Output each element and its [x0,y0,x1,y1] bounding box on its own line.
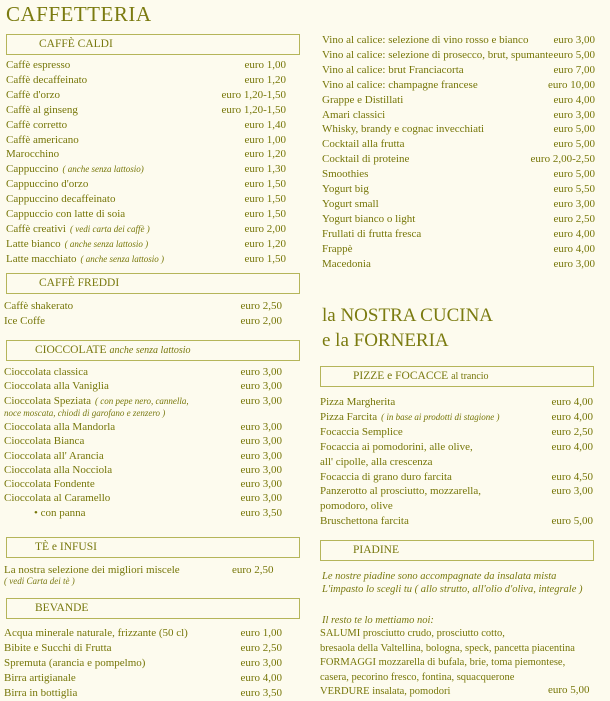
pizza-row-name [320,470,452,485]
drink-row-name [322,212,415,227]
drink-row [322,257,594,272]
drink-row-price: euro 4,00 [553,227,595,240]
drink-row-price: euro 2,00-2,50 [530,153,595,166]
cioccolata-row-price: euro 3,00 [240,435,282,448]
cioccolata-row-name [34,506,86,521]
bevanda-row-price: euro 2,50 [240,642,282,654]
drink-row-name [322,93,403,108]
pizze-label [353,367,489,386]
drink-row-price: euro 4,00 [553,242,595,255]
pizza-row [320,440,592,455]
drink-row-name [322,78,478,93]
cioccolata-row-price: euro 3,00 [240,463,282,476]
pizza-row-label: Focaccia di grano duro farcita [320,470,452,483]
caffe-caldi-row-name [6,207,125,222]
cioccolata-row-name [4,491,110,506]
pizze-title: PIZZE e FOCACCE [353,370,449,382]
caffe-caldi-row [6,222,298,237]
cioccolata-row-label: Cioccolata Speziata [4,394,92,407]
page-title: CAFFETTERIA [6,2,152,26]
drink-row [322,122,594,137]
drink-row-label: Cocktail di proteine [322,153,410,166]
pizza-row-price: euro 4,00 [551,440,593,453]
caffe-freddi-label: CAFFÈ FREDDI [39,277,120,289]
bevanda-row-price: euro 4,00 [240,672,282,684]
drink-row-price: euro 7,00 [553,63,595,76]
caffe-caldi-row-note: ( anche senza lattosio) [62,164,144,175]
cioccolata-row [4,463,296,478]
bevanda-row [4,626,296,641]
piadine-ingredient-line: casera, pecorino fresco, fontina, squacquerone [320,671,515,683]
caffe-caldi-row [6,207,298,222]
caffe-caldi-row [6,118,298,133]
cioccolata-row-name [4,463,112,478]
drink-row-label: Macedonia [322,257,371,270]
drink-row [322,137,594,152]
caffe-caldi-row-label: Cappuccino [6,163,59,176]
cioccolata-row [4,477,296,492]
caffe-caldi-row-label: Marocchino [6,148,60,161]
drink-row-name [322,122,484,137]
cioccolata-row-price: euro 3,00 [240,394,282,407]
cioccolata-row-label: Cioccolata Fondente [4,478,95,491]
caffe-caldi-row-name [6,133,79,148]
pizza-row-price: euro 4,50 [551,470,593,483]
caffe-caldi-row-note: ( vedi carta dei caffè ) [69,223,150,234]
caffe-caldi-row-label: Caffè decaffeinato [6,73,88,86]
pizza-row [320,484,592,499]
piadine-ingredient-line: FORMAGGI mozzarella di bufala, brie, toma piemontese, [320,657,566,669]
drink-row-label: Frappè [322,242,353,255]
drink-row [322,108,594,123]
caffe-caldi-row-name [6,88,60,103]
caffe-caldi-row-price: euro 1,20-1,50 [221,103,286,116]
caffe-caldi-row-note: ( anche senza lattosio ) [64,238,149,249]
cioccolata-row-price: euro 3,00 [240,420,282,433]
caffe-caldi-row-name [6,58,70,73]
pizza-row [320,395,592,410]
bevanda-row-name [4,671,76,686]
bevanda-row-price: euro 3,50 [240,687,282,699]
piadine-last-price: euro 5,00 [548,684,590,696]
caffe-caldi-row-price: euro 1,00 [244,133,286,146]
drink-row-label: Vino al calice: selezione di vino rosso e bianco [322,34,529,46]
cioccolata-row-label: Cioccolata alla Mandorla [4,420,116,433]
caffe-caldi-row [6,192,298,207]
cioccolata-row-note: ( con pepe nero, cannella, [95,395,189,406]
bevanda-row-label: Spremuta (arancia e pompelmo) [4,657,146,669]
cioccolata-row-price: euro 3,00 [240,492,282,505]
cioccolata-row-price: euro 3,50 [240,506,282,519]
drink-row-name [322,257,371,272]
caffe-caldi-row-price: euro 1,50 [244,208,286,220]
drink-row-label: Smoothies [322,168,369,181]
caffe-caldi-row-price: euro 1,00 [244,59,286,71]
pizza-row-label: Bruschettona farcita [320,515,409,528]
piadine-ingredient-line: VERDURE insalata, pomodori [320,686,451,698]
cioccolata-row [4,506,296,521]
caffe-caldi-row-name [6,103,78,118]
caffe-caldi-row-price: euro 1,20 [244,237,286,250]
pizza-row-label: pomodoro, olive [320,500,393,513]
caffe-caldi-row-note: ( anche senza lattosio ) [80,253,165,264]
drink-row-price: euro 10,00 [547,78,595,91]
drink-row-label: Yogurt small [322,197,379,210]
caffe-caldi-row-name [6,73,87,88]
caffe-caldi-row-price: euro 1,20 [244,148,286,161]
pizza-row-label: Focaccia Semplice [320,425,403,438]
pizza-row [320,514,592,529]
drink-row-label: Amari classici [322,108,386,121]
drink-row-price: euro 5,00 [553,168,595,181]
cioccolata-row-name [4,434,84,449]
bevanda-row [4,671,296,686]
pizza-row-price: euro 2,50 [551,425,593,438]
cioccolata-row [4,449,296,464]
caffe-caldi-row-price: euro 1,20-1,50 [221,88,286,101]
drink-row-label: Cocktail alla frutta [322,138,405,151]
caffe-caldi-row-label: Caffè espresso [6,59,71,71]
drink-row-label: Yogurt big [322,183,369,195]
caffe-caldi-row-price: euro 1,30 [244,163,286,176]
caffe-caldi-row-price: euro 1,20 [244,73,286,86]
piadine-ingredient-line: SALUMI prosciutto crudo, prosciutto cotto, [320,628,505,639]
drink-row-price: euro 3,00 [553,108,595,121]
piadine-note-2: L'impasto lo scegli tu ( allo strutto, all'olio d'oliva, integrale ) [322,584,583,595]
caffe-caldi-row [6,58,298,73]
caffe-caldi-header [6,34,300,55]
caffe-caldi-row-label: Latte macchiato [6,252,77,265]
drink-row-name [322,227,421,242]
bevanda-row-price: euro 3,00 [240,657,282,669]
drink-row-label: Vino al calice: brut Franciacorta [322,63,464,76]
caffe-freddi-row-price: euro 2,00 [240,315,282,327]
drink-row-name [322,63,464,78]
pizza-row-name [320,425,403,440]
pizza-row [320,470,592,485]
drink-row-price: euro 3,00 [553,257,595,270]
pizza-row [320,425,592,440]
drink-row-name [322,167,368,182]
caffe-caldi-row-label: Cappuccino d'orzo [6,178,89,191]
cioccolata-row-name [4,477,95,492]
caffe-caldi-row-label: Cappuccio con latte di soia [6,208,126,220]
bevanda-row-label: Birra artigianale [4,672,76,684]
caffe-freddi-row-name [4,314,45,329]
caffe-caldi-row [6,177,298,192]
drink-row [322,242,594,257]
bevanda-row [4,641,296,656]
drink-row-name [322,182,369,197]
caffe-caldi-label: CAFFÈ CALDI [39,38,113,50]
drink-row-price: euro 3,00 [553,34,595,46]
drink-row-price: euro 5,00 [553,48,595,61]
te-infusi-label: TÈ e INFUSI [35,541,97,553]
drink-row-label: Vino al calice: champagne francese [322,78,478,91]
caffe-caldi-row-name [6,177,88,192]
caffe-caldi-row-price: euro 1,50 [244,252,286,265]
piadine-note-1: Le nostre piadine sono accompagnate da insalata mista [322,571,557,582]
caffe-caldi-row [6,73,298,88]
pizza-row-price: euro 3,00 [551,485,593,498]
piadine-label: PIADINE [353,544,399,556]
caffe-freddi-row [4,299,296,314]
cioccolata-row-label: Cioccolata all' Arancia [4,449,104,462]
caffe-freddi-row-label: Ice Coffe [4,315,46,327]
drink-row-name [322,108,385,123]
pizza-row-name [320,440,473,455]
caffe-caldi-row [6,103,298,118]
caffe-caldi-row-label: Latte bianco [6,237,61,250]
drink-row [322,152,594,167]
cioccolata-row-name [4,394,189,409]
caffe-caldi-row-name [6,147,59,162]
caffe-caldi-row [6,237,298,252]
bevanda-row [4,656,296,671]
pizza-row-price: euro 5,00 [551,515,593,528]
cioccolate-header-note: anche senza lattosio [109,345,191,356]
cioccolata-row-label: Cioccolata al Caramello [4,492,111,505]
caffe-caldi-row [6,133,298,148]
pizza-row [320,410,592,425]
te-infusi-header [6,537,300,558]
drink-row-name [322,137,404,152]
cioccolata-row-name [4,379,109,394]
drink-row [322,63,594,78]
cucina-title-1: la NOSTRA CUCINA [322,305,494,326]
drink-row-price: euro 5,50 [553,183,595,195]
caffe-caldi-row-name [6,222,150,237]
pizza-row-price: euro 4,00 [551,396,593,408]
pizza-row-label: Pizza Margherita [320,396,396,408]
pizza-row-name [320,410,500,425]
caffe-caldi-row-price: euro 1,50 [244,178,286,191]
caffe-freddi-row-label: Caffè shakerato [4,300,74,312]
drink-row [322,78,594,93]
cioccolata-row-price: euro 3,00 [240,449,282,462]
drink-row-price: euro 5,00 [553,138,595,151]
bevanda-row-label: Bibite e Succhi di Frutta [4,642,112,654]
drink-row-price: euro 3,00 [553,197,595,210]
bevanda-row-name [4,641,112,656]
cucina-title-2: e la FORNERIA [322,330,449,351]
pizza-row-label: Pizza Farcita [320,410,378,423]
caffe-freddi-row-price: euro 2,50 [240,300,282,312]
cioccolata-row [4,379,296,394]
cioccolata-row-name [4,365,88,380]
drink-row-price: euro 2,50 [553,212,595,225]
drink-row-label: Yogurt bianco o light [322,212,416,225]
cioccolate-title: CIOCCOLATE [35,344,107,356]
pizze-header-small: al trancio [451,371,489,382]
piadine-ingredient-line: bresaola della Valtellina, bologna, speck, pancetta piacentina [320,642,575,654]
drink-row-label: Vino al calice: selezione di prosecco, brut, spumante [322,48,554,61]
cioccolata-row [4,491,296,506]
caffe-caldi-row [6,88,298,103]
pizza-row-name [320,455,433,470]
drink-row [322,197,594,212]
bevande-header [6,598,300,619]
pizza-row-name [320,514,409,529]
caffe-freddi-header [6,273,300,294]
caffe-caldi-row-price: euro 1,40 [244,118,286,131]
pizza-row-label: Focaccia ai pomodorini, alle olive, [320,440,473,453]
cioccolata-row-label: Cioccolata classica [4,366,88,378]
drink-row [322,182,594,197]
te-infusi-note: ( vedi Carta dei tè ) [4,576,75,586]
pizza-row-label: Panzerotto al prosciutto, mozzarella, [320,485,481,498]
cioccolata-row [4,420,296,435]
drink-row-name [322,152,409,167]
pizza-row [320,499,592,514]
pizza-row-label: all' cipolle, alla crescenza [320,455,433,468]
cioccolata-row-price: euro 3,00 [240,366,282,378]
caffe-caldi-row-label: Caffè al ginseng [6,103,78,116]
drink-row-label: Whisky, brandy e cognac invecchiati [322,123,485,136]
pizza-row-name [320,499,393,514]
caffe-caldi-row-label: Caffè creativi [6,222,66,235]
drink-row-label: Frullati di frutta fresca [322,227,422,240]
caffe-caldi-row-name [6,252,164,267]
pizza-row-note: ( in base ai prodotti di stagione ) [381,411,500,422]
caffe-caldi-row-label: Caffè americano [6,133,79,146]
bevanda-row-label: Birra in bottiglia [4,687,78,699]
drink-row [322,167,594,182]
piadine-note-3: Il resto te lo mettiamo noi: [322,615,434,626]
drink-row-name [322,242,353,257]
piadine-header [320,540,594,561]
caffe-caldi-row [6,147,298,162]
drink-row-price: euro 5,00 [553,123,595,136]
caffe-caldi-row [6,252,298,267]
cioccolata-row-label: Cioccolata alla Vaniglia [4,380,109,393]
pizze-header [320,366,594,387]
caffe-caldi-row-name [6,237,148,252]
caffe-caldi-row-label: Caffè d'orzo [6,88,61,101]
drink-row [322,93,594,108]
cioccolata-row [4,365,296,380]
cioccolata-row [4,394,296,409]
caffe-caldi-row-name [6,162,144,177]
pizza-row-name [320,484,481,499]
drink-row-price: euro 4,00 [553,93,595,106]
caffe-freddi-row [4,314,296,329]
caffe-caldi-row-name [6,192,115,207]
drink-row-name [322,197,379,212]
drink-row [322,212,594,227]
cioccolata-row-label: Cioccolata Bianca [4,435,85,448]
drink-row-label: Grappe e Distillati [322,93,404,106]
cioccolata-row [4,434,296,449]
speziata-note2: noce moscata, chiodi di garofano e zenzero ) [4,408,166,418]
pizza-row-price: euro 4,00 [551,410,593,423]
bevanda-row-name [4,626,188,641]
caffe-caldi-row-label: Caffè corretto [6,118,68,131]
drink-row [322,48,594,63]
caffe-caldi-row-name [6,118,67,133]
cioccolata-row-label: Cioccolata alla Nocciola [4,463,113,476]
caffe-caldi-row-price: euro 1,50 [244,193,286,206]
cioccolate-header [6,340,300,361]
bevanda-row-name [4,686,77,701]
bevande-label: BEVANDE [35,602,89,614]
pizza-row-name [320,395,395,410]
bevanda-row [4,686,296,701]
cioccolata-row-price: euro 3,00 [240,478,282,491]
cioccolata-row-name [4,420,115,435]
bevanda-row-name [4,656,145,671]
bevanda-row-label: Acqua minerale naturale, frizzante (50 cl) [4,627,188,639]
caffe-caldi-row-price: euro 2,00 [244,222,286,235]
bevanda-row-price: euro 1,00 [240,627,282,639]
cioccolata-row-name [4,449,104,464]
te-infusi-price: euro 2,50 [232,564,274,576]
cioccolate-label [35,341,191,360]
caffe-caldi-row-label: Cappuccino decaffeinato [6,193,116,206]
pizza-row [320,455,592,470]
drink-row [322,33,594,48]
drink-row [322,227,594,242]
caffe-freddi-row-name [4,299,73,314]
cioccolata-row-price: euro 3,00 [240,380,282,393]
te-infusi-line: La nostra selezione dei migliori miscele [4,564,180,576]
caffe-caldi-row [6,162,298,177]
cioccolata-row-label: • con panna [34,506,86,519]
